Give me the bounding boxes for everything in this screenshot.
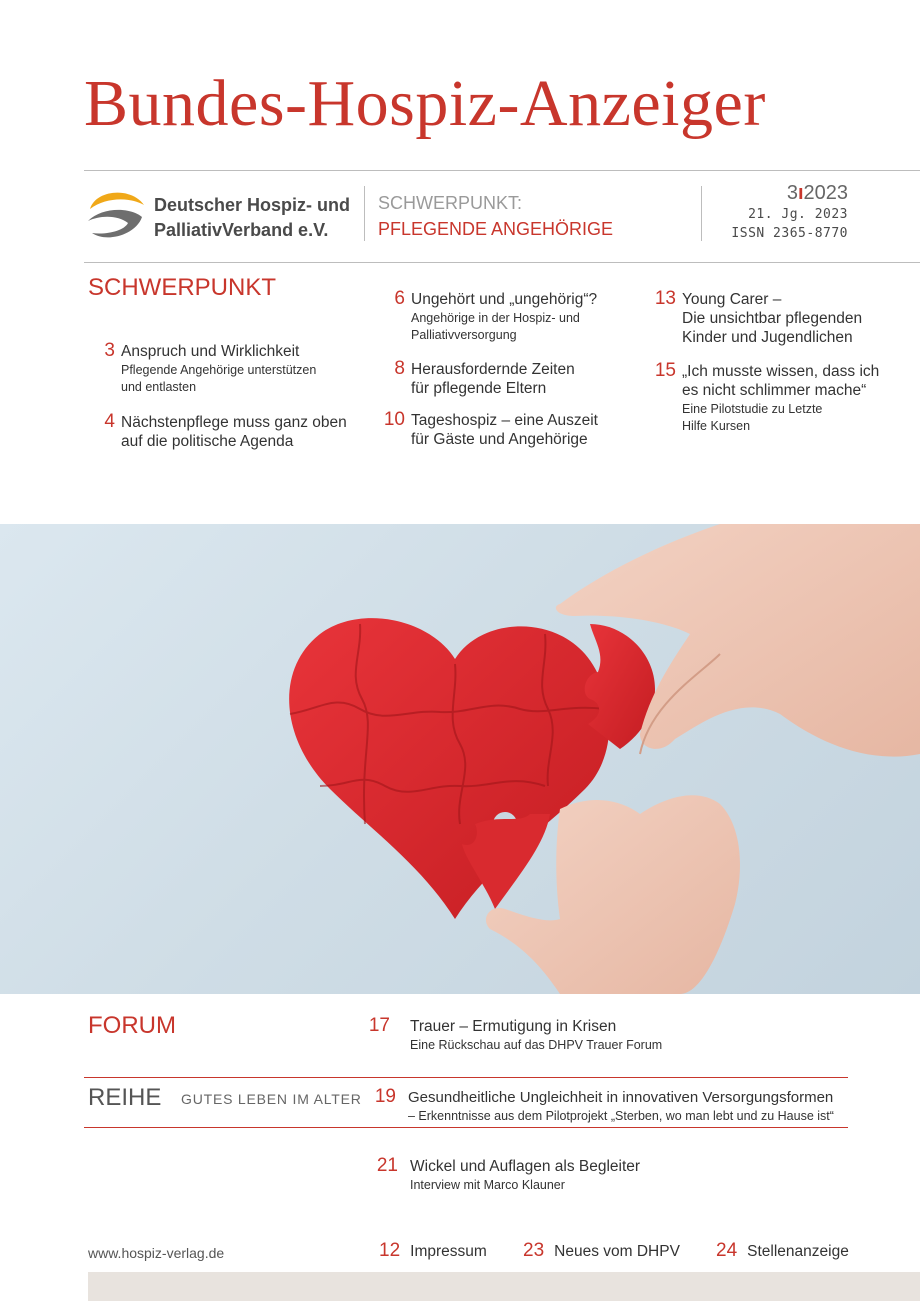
entry-subtitle: Eine Rückschau auf das DHPV Trauer Forum [410,1038,663,1052]
page-number: 4 [104,411,115,432]
footer-entry-label: Neues vom DHPV [554,1243,680,1260]
footer-entry-neues[interactable] [523,1240,680,1262]
toc-entry[interactable] [654,288,902,347]
entry-subtitle: – Erkenntnisse aus dem Pilotprojekt „Sterben, wo man lebt und zu Hause ist“ [408,1109,834,1123]
entry-subtitle: Palliativversorgung [411,328,517,342]
page-number: 6 [394,288,405,309]
section-schwerpunkt-heading: SCHWERPUNKT [88,274,277,301]
cover-photo [0,524,920,994]
toc-entry[interactable] [104,411,361,451]
publisher-line-2: PalliativVerband e.V. [154,220,329,240]
toc-entry[interactable] [104,340,351,396]
page-number: 19 [374,1086,396,1107]
entry-subtitle: Angehörige in der Hospiz- und [411,311,580,325]
issue-no: 3 [786,182,798,204]
entry-title: Gesundheitliche Ungleichheit in innovativen Versorgungsformen [408,1089,834,1106]
page-number: 13 [654,288,676,309]
issue-number: 3ı2023 [786,182,848,204]
entry-subtitle: Eine Pilotstudie zu Letzte [682,402,823,416]
entry-title: Anspruch und Wirklichkeit [121,343,300,360]
reihe-divider-top [84,1077,848,1078]
entry-title: Wickel und Auflagen als Begleiter [410,1158,641,1175]
issue-focus [378,190,613,242]
issn: ISSN 2365-8770 [731,226,848,241]
page-number: 10 [383,409,405,430]
reihe-divider-bottom [84,1127,848,1128]
toc-entry[interactable] [374,1086,858,1125]
header-divider-1 [364,186,365,241]
entry-title: Trauer – Ermutigung in Krisen [410,1018,617,1035]
publisher-line-1: Deutscher Hospiz- und [154,195,351,215]
page-number: 12 [379,1240,401,1261]
toc-entry[interactable] [394,288,631,344]
footer-bar [88,1272,920,1301]
dhpv-logo-icon [86,185,146,243]
entry-title: Tageshospiz – eine Auszeit [411,412,598,429]
page-number: 15 [654,360,676,381]
series-name: GUTES LEBEN IM ALTER [181,1091,362,1107]
focus-topic: PFLEGENDE ANGEHÖRIGE [378,219,614,239]
page-number: 21 [376,1155,398,1176]
toc-entry[interactable] [376,1155,850,1194]
issue-info [700,182,848,243]
section-forum-heading: FORUM [88,1012,176,1039]
focus-label: SCHWERPUNKT: [378,193,523,213]
footer-entry-stellenanzeige[interactable] [716,1240,849,1262]
publisher-name [154,193,350,243]
entry-title: es nicht schlimmer mache“ [682,382,867,399]
magazine-title: Bundes-Hospiz-Anzeiger [84,67,766,140]
entry-title: Ungehört und „ungehörig“? [411,291,598,308]
entry-title: Herausfordernde Zeiten [411,361,575,378]
entry-title: Young Carer – [682,291,782,308]
page-number: 17 [368,1015,390,1036]
entry-title: Die unsichtbar pflegenden [682,310,863,327]
entry-title: „Ich musste wissen, dass ich [682,363,880,380]
entry-subtitle: Interview mit Marco Klauner [410,1178,565,1192]
issue-year: 2023 [803,182,848,204]
footer-entry-impressum[interactable] [379,1240,487,1262]
entry-title: auf die politische Agenda [121,433,294,450]
toc-entry[interactable] [383,409,631,449]
entry-title: für pflegende Eltern [411,380,547,397]
puzzle-heart-illustration [0,524,920,994]
entry-subtitle: Hilfe Kursen [682,419,751,433]
entry-title: Nächstenpflege muss ganz oben [121,414,347,431]
header-divider-bottom [84,262,920,263]
footer-entry-label: Stellenanzeige [747,1243,849,1260]
page-number: 23 [523,1240,545,1261]
page-number: 8 [394,358,405,379]
toc-entry[interactable] [368,1015,850,1054]
toc-entry[interactable] [654,360,902,435]
entry-title: für Gäste und Angehörige [411,431,588,448]
entry-title: Kinder und Jugendlichen [682,329,853,346]
publisher-url-link[interactable]: www.hospiz-verlag.de [88,1245,225,1261]
entry-subtitle: und entlasten [121,380,197,394]
entry-subtitle: Pflegende Angehörige unterstützen [121,363,317,377]
page-number: 24 [716,1240,738,1261]
section-reihe-heading: REIHE [88,1084,162,1111]
volume: 21. Jg. 2023 [748,207,848,222]
header-divider-top [84,170,920,171]
toc-entry[interactable] [394,358,631,398]
footer-entry-label: Impressum [410,1243,487,1260]
page-number: 3 [104,340,115,361]
